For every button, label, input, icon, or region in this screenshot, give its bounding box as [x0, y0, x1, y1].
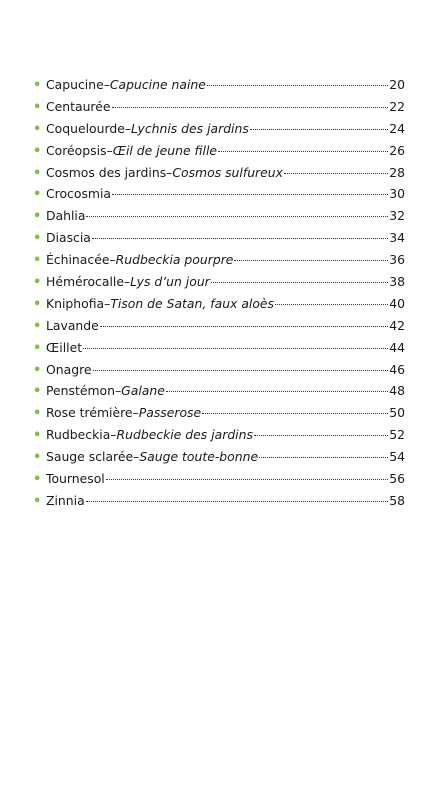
page-number: 26	[389, 142, 405, 158]
dot-leader	[254, 435, 388, 436]
bullet-icon: •	[33, 209, 42, 225]
entry-alternate-name: Sauge toute-bonne	[139, 449, 259, 465]
toc-entry[interactable]	[33, 359, 405, 381]
bullet-icon: •	[33, 231, 42, 247]
toc-entry[interactable]	[33, 183, 405, 205]
entry-name: Crocosmia	[46, 186, 112, 202]
entry-alternate-name: Rudbeckie des jardins	[116, 427, 253, 443]
entry-name: Coréopsis	[46, 142, 107, 158]
toc-entry[interactable]	[33, 96, 405, 118]
bullet-icon: •	[33, 384, 42, 400]
entry-name: Penstémon	[46, 383, 115, 399]
entry-separator: –	[132, 405, 139, 421]
toc-entry[interactable]	[33, 424, 405, 446]
page-number: 56	[389, 471, 405, 487]
dot-leader	[207, 85, 388, 86]
entry-alternate-name: Cosmos sulfureux	[172, 164, 283, 180]
page-number: 30	[389, 186, 405, 202]
entry-name: Diascia	[46, 230, 91, 246]
dot-leader	[83, 348, 388, 349]
page-number: 36	[389, 252, 405, 268]
entry-name: Dahlia	[46, 208, 86, 224]
dot-leader	[86, 216, 388, 217]
entry-name: Lavande	[46, 317, 99, 333]
toc-entry[interactable]	[33, 402, 405, 424]
dot-leader	[86, 501, 389, 502]
dot-leader	[284, 173, 388, 174]
page-number: 28	[389, 164, 405, 180]
bullet-icon: •	[33, 99, 42, 115]
bullet-icon: •	[33, 78, 42, 93]
bullet-icon: •	[33, 428, 42, 444]
page-number: 48	[389, 383, 405, 399]
bullet-icon: •	[33, 165, 42, 181]
dot-leader	[100, 326, 388, 327]
toc-entry[interactable]	[33, 380, 405, 402]
bullet-icon: •	[33, 296, 42, 312]
toc-entry[interactable]	[33, 140, 405, 162]
dot-leader	[112, 194, 388, 195]
entry-name: Échinacée	[46, 252, 110, 268]
entry-name: Centaurée	[46, 98, 111, 114]
entry-name: Œillet	[46, 339, 83, 355]
entry-name: Rose trémière	[46, 405, 133, 421]
page-number: 52	[389, 427, 405, 443]
table-of-contents	[33, 74, 405, 512]
entry-alternate-name: Lys d’un jour	[130, 274, 210, 290]
page-number: 40	[389, 295, 405, 311]
entry-alternate-name: Lychnis des jardins	[131, 120, 249, 136]
entry-alternate-name: Capucine naine	[109, 77, 206, 92]
bullet-icon: •	[33, 406, 42, 422]
page-number: 32	[389, 208, 405, 224]
entry-separator: –	[109, 252, 116, 268]
toc-entry[interactable]	[33, 468, 405, 490]
toc-entry[interactable]	[33, 446, 405, 468]
toc-entry[interactable]	[33, 118, 405, 140]
bullet-icon: •	[33, 121, 42, 137]
bullet-icon: •	[33, 318, 42, 334]
entry-name: Cosmos des jardins	[46, 164, 167, 180]
entry-alternate-name: Tison de Satan, faux aloès	[110, 295, 275, 311]
entry-separator: –	[166, 164, 173, 180]
page-number: 50	[389, 405, 405, 421]
entry-separator: –	[103, 77, 110, 92]
bullet-icon: •	[33, 340, 42, 356]
bullet-icon: •	[33, 450, 42, 466]
entry-alternate-name: Rudbeckia pourpre	[115, 252, 234, 268]
entry-separator: –	[123, 274, 131, 290]
entry-separator: –	[114, 383, 122, 399]
page-number: 58	[389, 492, 405, 508]
bullet-icon: •	[33, 275, 42, 291]
entry-name: Sauge sclarée	[46, 449, 134, 465]
toc-entry[interactable]	[33, 315, 405, 337]
dot-leader	[202, 413, 388, 414]
page-number: 42	[389, 317, 405, 333]
dot-leader	[275, 304, 388, 305]
toc-entry[interactable]	[33, 271, 405, 293]
dot-leader	[218, 151, 388, 152]
toc-entry[interactable]	[33, 293, 405, 315]
entry-separator: –	[133, 449, 140, 465]
entry-separator: –	[124, 120, 132, 136]
page-number: 34	[389, 230, 405, 246]
dot-leader	[112, 107, 389, 108]
page-number: 38	[389, 274, 405, 290]
entry-name: Onagre	[46, 361, 92, 377]
entry-alternate-name: Passerose	[138, 405, 202, 421]
entry-name: Rudbeckia	[46, 427, 111, 443]
toc-entry[interactable]	[33, 205, 405, 227]
toc-entry[interactable]	[33, 337, 405, 359]
toc-entry[interactable]	[33, 490, 405, 512]
dot-leader	[166, 391, 388, 392]
entry-separator: –	[110, 427, 117, 443]
page-number: 24	[389, 120, 405, 136]
entry-name: Zinnia	[46, 492, 85, 508]
bullet-icon: •	[33, 187, 42, 203]
page-number: 22	[389, 98, 405, 114]
page-number: 54	[389, 449, 405, 465]
dot-leader	[234, 260, 388, 261]
toc-entry[interactable]	[33, 74, 405, 96]
page-number: 46	[389, 361, 405, 377]
toc-entry[interactable]	[33, 227, 405, 249]
entry-alternate-name: Œil de jeune fille	[112, 142, 218, 158]
page-number: 44	[389, 339, 405, 355]
bullet-icon: •	[33, 253, 42, 269]
dot-leader	[93, 370, 389, 371]
dot-leader	[259, 457, 388, 458]
entry-name: Capucine	[46, 77, 104, 92]
dot-leader	[250, 129, 388, 130]
bullet-icon: •	[33, 472, 42, 488]
dot-leader	[92, 238, 388, 239]
entry-name: Tournesol	[46, 471, 105, 487]
bullet-icon: •	[33, 362, 42, 378]
entry-name: Hémérocalle	[46, 274, 124, 290]
bullet-icon: •	[33, 143, 42, 159]
bullet-icon: •	[33, 493, 42, 509]
entry-separator: –	[104, 295, 111, 311]
toc-entry[interactable]	[33, 162, 405, 184]
entry-alternate-name: Galane	[121, 383, 165, 399]
entry-separator: –	[106, 142, 113, 158]
dot-leader	[211, 282, 388, 283]
toc-entry[interactable]	[33, 249, 405, 271]
entry-name: Kniphofia	[46, 295, 105, 311]
entry-name: Coquelourde	[46, 120, 125, 136]
dot-leader	[106, 479, 388, 480]
page-number: 20	[389, 77, 405, 92]
